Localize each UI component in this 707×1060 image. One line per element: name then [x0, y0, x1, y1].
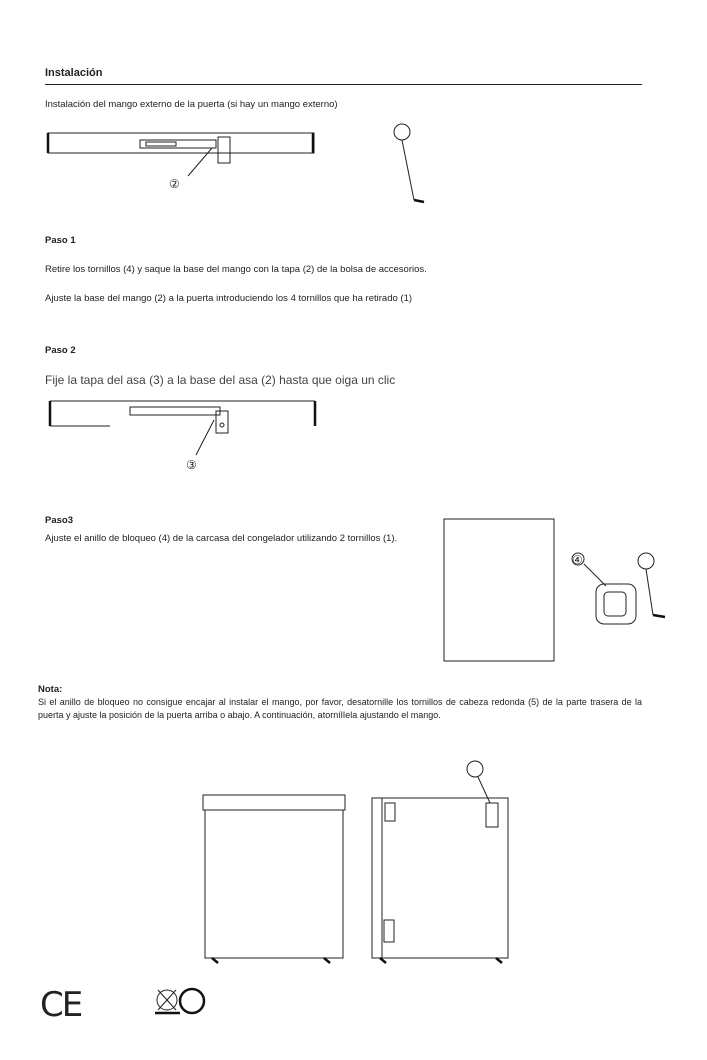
note-text: Si el anillo de bloqueo no consigue encajar al instalar el mango, por favor, desatornille los tornillos de cabeza redonda (5) de la parte trasera de la puerta y ajuste la posición de la puerta arriba o abajo. A continuación, atornílIela ajustando el mango. — [38, 697, 642, 720]
callout-2: ② — [169, 177, 180, 191]
crossed-out-bin-icon — [152, 986, 182, 1016]
r-rohs-icon — [180, 986, 210, 1016]
callout-4: ④ — [572, 553, 583, 567]
step3-text: Ajuste el anillo de bloqueo (4) de la carcasa del congelador utilizando 2 tornillos (1). — [45, 533, 398, 544]
step2-title: Paso 2 — [45, 345, 76, 356]
callout-3: ③ — [186, 458, 197, 472]
step1-line1: Retire los tornillos (4) y saque la base del mango con la tapa (2) de la bolsa de accesorios. — [45, 264, 427, 275]
step1-line2: Ajuste la base del mango (2) a la puerta introduciendo los 4 tornillos que ha retirado (1) — [45, 293, 413, 304]
intro-text: Instalación del mango externo de la puerta (si hay un mango externo) — [45, 99, 338, 110]
heading-rule — [45, 84, 642, 85]
section-heading: Instalación — [45, 67, 103, 79]
step3-title: Paso3 — [45, 515, 73, 526]
ce-mark: CE — [40, 985, 82, 1025]
note-title: Nota: — [38, 684, 63, 695]
step1-title: Paso 1 — [45, 235, 76, 246]
step2-line1: Fije la tapa del asa (3) a la base del asa (2) hasta que oiga un clic — [45, 373, 396, 387]
